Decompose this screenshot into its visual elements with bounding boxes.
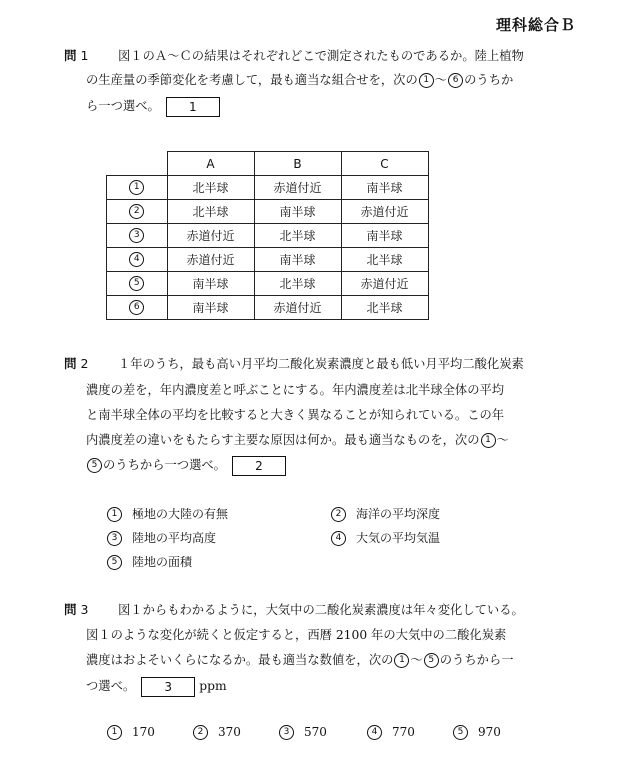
choice-number-icon: 1 bbox=[419, 73, 434, 88]
q3-option[interactable]: 3 570 bbox=[278, 724, 327, 740]
q3-line4: つ選べ。 3 ppm bbox=[86, 674, 556, 698]
table-header-c: C bbox=[341, 152, 428, 176]
q2-option[interactable]: 1 極地の大陸の有無 bbox=[106, 506, 228, 522]
choice-number-icon: 5 bbox=[453, 725, 468, 740]
q2-option[interactable]: 2 海洋の平均深度 bbox=[330, 506, 440, 522]
table-cell: 赤道付近 bbox=[341, 200, 428, 224]
q1-choice-table bbox=[106, 151, 429, 320]
choice-number-icon: 1 bbox=[394, 653, 409, 668]
q2-option[interactable]: 4 大気の平均気温 bbox=[330, 530, 440, 546]
q3-label: 問 3 bbox=[64, 602, 89, 617]
table-row bbox=[107, 272, 429, 296]
q3-option[interactable]: 1 170 bbox=[106, 724, 155, 740]
q2-option[interactable]: 3 陸地の平均高度 bbox=[106, 530, 216, 546]
table-cell: 赤道付近 bbox=[167, 224, 254, 248]
choice-number-icon: 6 bbox=[448, 73, 463, 88]
choice-number-icon: 4 bbox=[129, 252, 144, 267]
table-cell: 南半球 bbox=[254, 248, 341, 272]
table-row bbox=[107, 248, 429, 272]
q2-line5: 5 のうちから一つ選べ。 2 bbox=[86, 453, 556, 477]
table-cell: 北半球 bbox=[341, 248, 428, 272]
q1-answer-box[interactable]: 1 bbox=[166, 97, 220, 117]
choice-number-icon: 2 bbox=[129, 204, 144, 219]
table-cell: 北半球 bbox=[167, 200, 254, 224]
table-cell: 北半球 bbox=[341, 296, 428, 320]
table-cell: 北半球 bbox=[254, 272, 341, 296]
choice-number-icon: 5 bbox=[87, 458, 102, 473]
choice-number-icon: 3 bbox=[279, 725, 294, 740]
choice-number-icon: 5 bbox=[107, 555, 122, 570]
subject-title: 理科総合Ｂ bbox=[495, 16, 576, 34]
choice-number-icon: 4 bbox=[331, 531, 346, 546]
table-cell: 南半球 bbox=[167, 272, 254, 296]
table-cell: 南半球 bbox=[167, 296, 254, 320]
q2-line4: 内濃度差の違いをもたらす主要な原因は何か。最も適当なものを，次の 1 ～ bbox=[86, 433, 509, 447]
choice-number-icon: 3 bbox=[107, 531, 122, 546]
table-cell: 赤道付近 bbox=[167, 248, 254, 272]
table-row bbox=[107, 296, 429, 320]
choice-number-icon: 1 bbox=[129, 180, 144, 195]
choice-number-icon: 2 bbox=[331, 507, 346, 522]
q2-label: 問 2 bbox=[64, 356, 89, 371]
choice-number-icon: 1 bbox=[481, 433, 496, 448]
table-cell: 南半球 bbox=[341, 224, 428, 248]
choice-number-icon: 2 bbox=[193, 725, 208, 740]
q3-option[interactable]: 4 770 bbox=[366, 724, 415, 740]
table-row bbox=[107, 224, 429, 248]
table-cell: 赤道付近 bbox=[341, 272, 428, 296]
choice-number-icon: 1 bbox=[107, 725, 122, 740]
q1-line1: 図１のＡ～Ｃの結果はそれぞれどこで測定されたものであるか。陸上植物 bbox=[118, 49, 524, 63]
table-cell: 赤道付近 bbox=[254, 296, 341, 320]
q3-line2: 図１のような変化が続くと仮定すると，西暦 2100 年の大気中の二酸化炭素 bbox=[86, 628, 507, 642]
unit-label: ppm bbox=[199, 679, 227, 693]
q2-answer-box[interactable]: 2 bbox=[232, 456, 286, 476]
q2-line3: と南半球全体の平均を比較すると大きく異なることが知られている。この年 bbox=[86, 408, 505, 422]
table-header-b: B bbox=[254, 152, 341, 176]
table-cell: 赤道付近 bbox=[254, 176, 341, 200]
q2-line1: １年のうち，最も高い月平均二酸化炭素濃度と最も低い月平均二酸化炭素 bbox=[118, 357, 524, 371]
table-cell: 南半球 bbox=[254, 200, 341, 224]
q1-label: 問 1 bbox=[64, 48, 89, 63]
q2-line2: 濃度の差を，年内濃度差と呼ぶことにする。年内濃度差は北半球全体の平均 bbox=[86, 383, 505, 397]
choice-number-icon: 5 bbox=[129, 276, 144, 291]
q1-line3: ら一つ選べ。 1 bbox=[86, 94, 556, 118]
table-row bbox=[107, 200, 429, 224]
table-row bbox=[107, 176, 429, 200]
choice-number-icon: 6 bbox=[129, 300, 144, 315]
choice-number-icon: 1 bbox=[107, 507, 122, 522]
table-corner bbox=[107, 152, 168, 176]
q3-answer-box[interactable]: 3 bbox=[141, 677, 195, 697]
q1-line2: の生産量の季節変化を考慮して，最も適当な組合せを，次の 1 ～ 6 のうちか bbox=[86, 73, 514, 87]
choice-number-icon: 5 bbox=[424, 653, 439, 668]
q3-line3: 濃度はおよそいくらになるか。最も適当な数値を，次の 1 ～ 5 のうちから一 bbox=[86, 653, 514, 667]
choice-number-icon: 3 bbox=[129, 228, 144, 243]
q2-option[interactable]: 5 陸地の面積 bbox=[106, 554, 192, 570]
table-cell: 北半球 bbox=[254, 224, 341, 248]
table-cell: 北半球 bbox=[167, 176, 254, 200]
table-header-a: A bbox=[167, 152, 254, 176]
q3-option[interactable]: 2 370 bbox=[192, 724, 241, 740]
table-cell: 南半球 bbox=[341, 176, 428, 200]
choice-number-icon: 4 bbox=[367, 725, 382, 740]
q3-option[interactable]: 5 970 bbox=[452, 724, 501, 740]
q3-line1: 図１からもわかるように，大気中の二酸化炭素濃度は年々変化している。 bbox=[118, 603, 524, 617]
